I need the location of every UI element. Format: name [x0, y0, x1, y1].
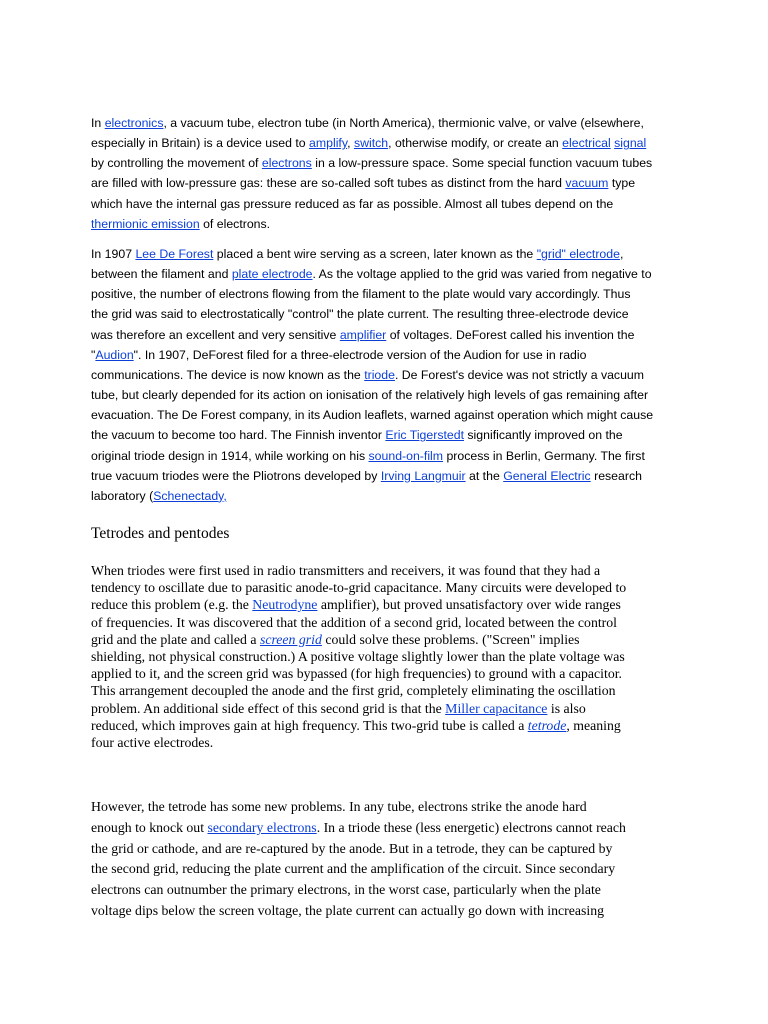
- text-line: communications. The device is now known as the triode. De Forest's device was not strictly a vacuum: [91, 367, 645, 382]
- link-signal[interactable]: signal: [614, 136, 647, 151]
- text-line: between the filament and plate electrode. As the voltage applied to the grid was varied from negative to: [91, 267, 652, 282]
- text-line: applied to it, and the screen grid was bypassed (for high frequencies) to ground with a capacitor.: [91, 666, 623, 682]
- text-line: electrons can outnumber the primary electrons, in the worst case, particularly when the plate: [91, 882, 601, 898]
- text-line: "Audion". In 1907, DeForest filed for a three-electrode version of the Audion for use in radio: [91, 347, 587, 362]
- text-line: the grid or cathode, and are re-captured by the anode. But in a tetrode, they can be captured by: [91, 840, 613, 856]
- text-line: reduced, which improves gain at high frequency. This two-grid tube is called a tetrode, meaning: [91, 717, 621, 733]
- text-line: which have the internal gas pressure reduced as far as possible. Almost all tubes depend on the: [91, 196, 614, 211]
- text-line: laboratory (Schenectady,: [91, 488, 227, 503]
- link-vacuum[interactable]: vacuum: [565, 176, 609, 191]
- text-line: However, the tetrode has some new problems. In any tube, electrons strike the anode hard: [91, 799, 587, 814]
- text-line: the second grid, reducing the plate current and the amplification of the circuit. Since secondary: [91, 861, 616, 877]
- link-schenectady[interactable]: Schenectady,: [153, 488, 227, 503]
- link-electrons[interactable]: electrons: [261, 156, 312, 171]
- paragraph-secondary-emission: [91, 797, 626, 922]
- text-line: evacuation. The De Forest company, in its Audion leaflets, warned against operation which might cause: [91, 408, 654, 423]
- text-line: four active electrodes.: [91, 735, 214, 751]
- text-line: problem. An additional side effect of this second grid is that the Miller capacitance is also: [91, 700, 586, 716]
- text-line: true vacuum triodes were the Pliotrons developed by Irving Langmuir at the General Electric research: [91, 468, 642, 483]
- text-line: the grid was said to electrostatically "control" the plate current. The resulting three-electrode device: [91, 307, 629, 322]
- link-plate-electrode[interactable]: plate electrode: [231, 267, 313, 282]
- link-sound-on-film[interactable]: sound-on-film: [368, 448, 444, 463]
- paragraph-intro: [91, 113, 652, 234]
- link-general-electric[interactable]: General Electric: [503, 468, 591, 483]
- link-lee-de-forest[interactable]: Lee De Forest: [135, 247, 214, 261]
- text-line: the vacuum to become too hard. The Finnish inventor Eric Tigerstedt significantly improved on the: [91, 428, 623, 443]
- link-electrical[interactable]: electrical: [562, 136, 611, 151]
- link-audion[interactable]: Audion: [95, 347, 134, 362]
- link-secondary-electrons[interactable]: secondary electrons: [207, 819, 317, 835]
- link-screen-grid[interactable]: screen grid: [259, 631, 322, 647]
- section-heading: Tetrodes and pentodes: [91, 525, 230, 542]
- text-line: In electronics, a vacuum tube, electron tube (in North America), thermionic valve, or valve (elsewhere,: [91, 116, 644, 130]
- text-line: In 1907 Lee De Forest placed a bent wire serving as a screen, later known as the "grid" electrode,: [91, 247, 624, 261]
- paragraph-tetrode: [91, 562, 626, 751]
- link-amplifier[interactable]: amplifier: [339, 327, 387, 342]
- text-line: thermionic emission of electrons.: [91, 216, 271, 231]
- text-line: grid and the plate and called a screen grid could solve these problems. ("Screen" implies: [91, 631, 580, 647]
- link-irving-langmuir[interactable]: Irving Langmuir: [380, 468, 466, 483]
- link-switch[interactable]: switch: [353, 136, 389, 151]
- text-line: shielding, not physical construction.) A positive voltage slightly lower than the plate voltage was: [91, 649, 625, 665]
- link-triode[interactable]: triode: [364, 367, 395, 382]
- text-line: voltage dips below the screen voltage, the plate current can actually go down with increasing: [91, 902, 604, 918]
- text-line: positive, the number of electrons flowing from the filament to the plate would vary accordingly. Thus: [91, 287, 631, 302]
- text-line: reduce this problem (e.g. the Neutrodyne amplifier), but proved unsatisfactory over wide ranges: [91, 597, 621, 613]
- text-line: When triodes were first used in radio transmitters and receivers, it was found that they had a: [91, 563, 601, 578]
- text-line: tube, but clearly depended for its action on ionisation of the relatively high levels of gas remaining after: [91, 388, 649, 403]
- text-line: are filled with low-pressure gas: these are so-called soft tubes as distinct from the hard vacuum type: [91, 176, 636, 191]
- link-neutrodyne[interactable]: Neutrodyne: [252, 597, 318, 613]
- paragraph-triode-history: [91, 244, 653, 506]
- text-line: especially in Britain) is a device used to amplify, switch, otherwise modify, or create an electrical signal: [91, 136, 647, 151]
- link-grid-electrode[interactable]: "grid" electrode: [536, 247, 620, 261]
- link-miller-capacitance[interactable]: Miller capacitance: [445, 700, 548, 716]
- text-line: original triode design in 1914, while working on his sound-on-film process in Berlin, Germany. The first: [91, 448, 645, 463]
- link-amplify[interactable]: amplify: [309, 136, 348, 151]
- text-line: tendency to oscillate due to parasitic anode-to-grid capacitance. Many circuits were developed to: [91, 580, 627, 596]
- text-line: of frequencies. It was discovered that the addition of a second grid, located between the control: [91, 614, 618, 630]
- text-line: enough to knock out secondary electrons. In a triode these (less energetic) electrons cannot reach: [91, 819, 626, 835]
- link-thermionic-emission[interactable]: thermionic emission: [91, 216, 200, 231]
- text-line: This arrangement decoupled the anode and the first grid, completely eliminating the oscillation: [91, 683, 616, 699]
- link-tetrode[interactable]: tetrode: [527, 717, 567, 733]
- link-electronics[interactable]: electronics: [104, 116, 164, 130]
- text-line: was therefore an excellent and very sensitive amplifier of voltages. DeForest called his invention the: [91, 327, 635, 342]
- link-eric-tigerstedt[interactable]: Eric Tigerstedt: [385, 428, 464, 443]
- text-line: by controlling the movement of electrons in a low-pressure space. Some special function vacuum tubes: [91, 156, 653, 171]
